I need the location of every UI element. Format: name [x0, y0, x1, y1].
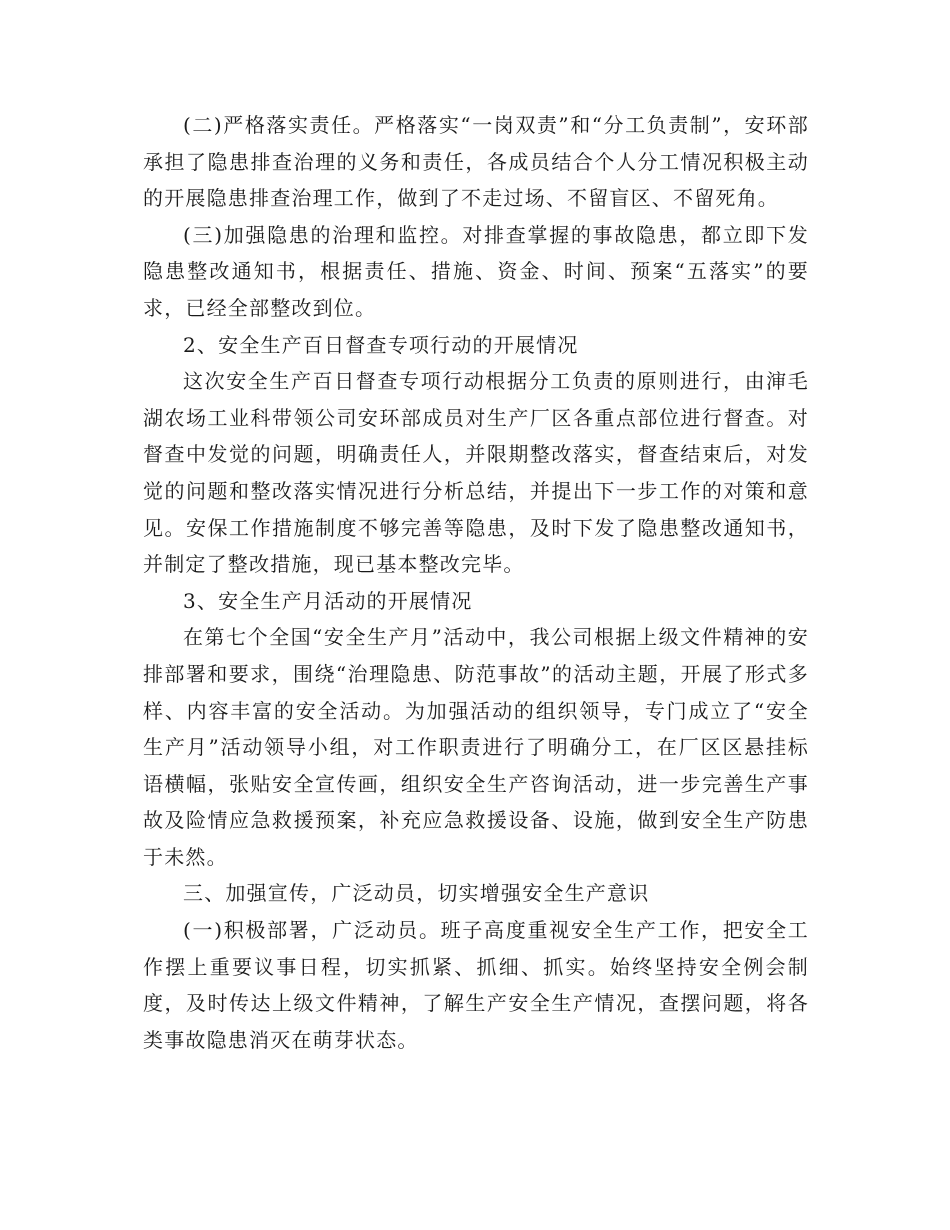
paragraph-hazard-control: (三)加强隐患的治理和监控。对排查掌握的事故隐患，都立即下发隐患整改通知书，根据责任、措施、资金、时间、预案“五落实”的要求，已经全部整改到位。: [143, 222, 809, 320]
paragraph-responsibility: (二)严格落实责任。严格落实“一岗双责”和“分工负责制”，安环部承担了隐患排查治理的义务和责任，各成员结合个人分工情况积极主动的开展隐患排查治理工作，做到了不走过场、不留盲区、不留死角。: [143, 113, 809, 211]
paragraph-mobilization: (一)积极部署，广泛动员。班子高度重视安全生产工作，把安全工作摆上重要议事日程，切实抓紧、抓细、抓实。始终坚持安全例会制度，及时传达上级文件精神，了解生产安全生产情况，查摆问题，将各类事故隐患消灭在萌芽状态。: [143, 918, 809, 1052]
paragraph-hundred-day-inspection: 这次安全生产百日督查专项行动根据分工负责的原则进行，由渖毛湖农场工业科带领公司安环部成员对生产厂区各重点部位进行督查。对督查中发觉的问题，明确责任人，并限期整改落实，督查结束后，对发觉的问题和整改落实情况进行分析总结，并提出下一步工作的对策和意见。安保工作措施制度不够完善等隐患，及时下发了隐患整改通知书，并制定了整改措施，现已基本整改完毕。: [143, 369, 809, 577]
section-heading-publicity: 三、加强宣传，广泛动员，切实增强安全生产意识: [183, 881, 650, 906]
section-heading-hundred-day-inspection: 2、安全生产百日督查专项行动的开展情况: [183, 332, 579, 357]
paragraph-safety-month: 在第七个全国“安全生产月”活动中，我公司根据上级文件精神的安排部署和要求，围绕“治理隐患、防范事故”的活动主题，开展了形式多样、内容丰富的安全活动。为加强活动的组织领导，专门成立了“安全生产月”活动领导小组，对工作职责进行了明确分工，在厂区区悬挂标语横幅，张贴安全宣传画，组织安全生产咨询活动，进一步完善生产事故及险情应急救援预案，补充应急救援设备、设施，做到安全生产防患于未然。: [143, 625, 809, 869]
document-body: [143, 107, 809, 1058]
section-heading-safety-month: 3、安全生产月活动的开展情况: [183, 588, 473, 613]
